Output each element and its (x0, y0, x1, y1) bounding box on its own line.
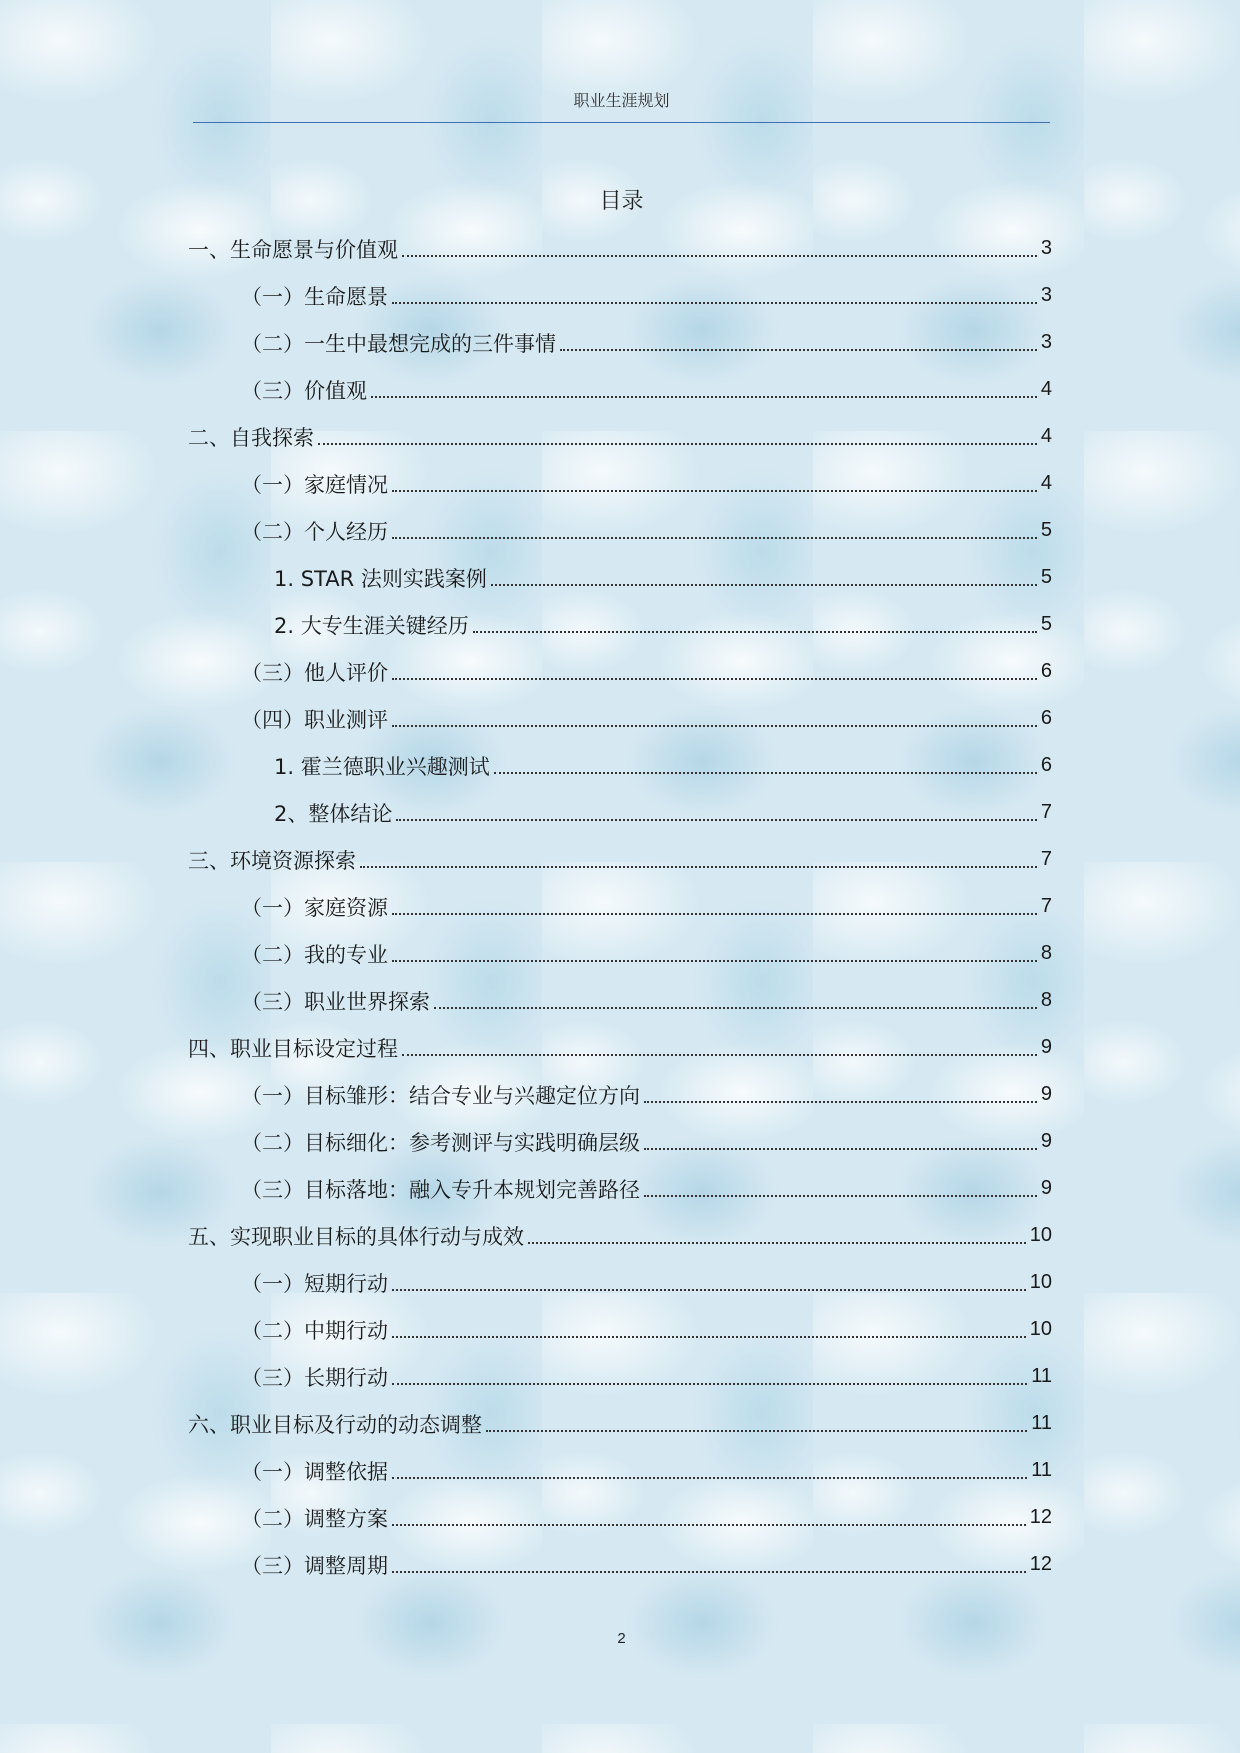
dot-leader (392, 1336, 1026, 1338)
dot-leader (392, 1524, 1026, 1526)
toc-entry-page: 11 (1031, 1365, 1052, 1387)
dot-leader (392, 302, 1037, 304)
toc-entry-label: （三）长期行动 (241, 1365, 388, 1390)
toc-entry-page: 7 (1040, 895, 1052, 917)
toc-entry-page: 4 (1040, 472, 1052, 494)
toc-entry-label: 四、职业目标设定过程 (188, 1036, 398, 1061)
toc-entry-page: 3 (1040, 284, 1052, 306)
dot-leader (644, 1148, 1037, 1150)
toc-entry-page: 9 (1040, 1083, 1052, 1105)
toc-entry[interactable] (188, 507, 1052, 554)
toc-entry-label: 2、整体结论 (274, 801, 393, 826)
dot-leader (402, 1054, 1037, 1056)
dot-leader (371, 396, 1037, 398)
toc-entry[interactable] (188, 413, 1052, 460)
dot-leader (560, 349, 1037, 351)
dot-leader (392, 960, 1037, 962)
toc-entry-label: （一）短期行动 (241, 1271, 388, 1296)
toc-entry-page: 10 (1029, 1318, 1052, 1340)
toc-entry-label: 1. 霍兰德职业兴趣测试 (274, 754, 490, 779)
dot-leader (434, 1007, 1037, 1009)
toc-entry[interactable] (188, 601, 1052, 648)
dot-leader (392, 1571, 1026, 1573)
toc-entry-page: 12 (1029, 1506, 1052, 1528)
toc-entry[interactable] (188, 930, 1052, 977)
toc-entry-page: 4 (1040, 378, 1052, 400)
toc-entry[interactable] (188, 977, 1052, 1024)
toc-entry-page: 3 (1040, 331, 1052, 353)
toc-entry[interactable] (188, 319, 1052, 366)
toc-entry[interactable] (188, 366, 1052, 413)
toc-entry-label: 二、自我探索 (188, 425, 314, 450)
toc-entry[interactable] (188, 1024, 1052, 1071)
toc-entry-page: 10 (1029, 1224, 1052, 1246)
toc-entry-label: （二）目标细化：参考测评与实践明确层级 (241, 1130, 640, 1155)
dot-leader (396, 819, 1037, 821)
dot-leader (392, 537, 1037, 539)
toc-entry[interactable] (188, 836, 1052, 883)
toc-entry[interactable] (188, 225, 1052, 272)
table-of-contents (188, 225, 1052, 1588)
toc-entry[interactable] (188, 1212, 1052, 1259)
toc-entry-label: （二）中期行动 (241, 1318, 388, 1343)
toc-entry-label: （一）家庭资源 (241, 895, 388, 920)
toc-entry[interactable] (188, 1071, 1052, 1118)
dot-leader (473, 631, 1037, 633)
toc-entry-label: （三）目标落地：融入专升本规划完善路径 (241, 1177, 640, 1202)
toc-entry-label: （三）调整周期 (241, 1553, 388, 1578)
dot-leader (486, 1430, 1027, 1432)
toc-entry[interactable] (188, 1447, 1052, 1494)
toc-entry-label: （二）我的专业 (241, 942, 388, 967)
dot-leader (392, 490, 1037, 492)
toc-entry-label: （一）调整依据 (241, 1459, 388, 1484)
dot-leader (392, 913, 1037, 915)
toc-entry-page: 9 (1040, 1130, 1052, 1152)
toc-entry-page: 6 (1040, 754, 1052, 776)
toc-entry[interactable] (188, 695, 1052, 742)
toc-entry[interactable] (188, 648, 1052, 695)
toc-entry-page: 5 (1040, 519, 1052, 541)
toc-entry-page: 3 (1040, 237, 1052, 259)
toc-entry-label: （一）目标雏形：结合专业与兴趣定位方向 (241, 1083, 640, 1108)
toc-entry-label: （一）家庭情况 (241, 472, 388, 497)
toc-entry-label: 六、职业目标及行动的动态调整 (188, 1412, 482, 1437)
dot-leader (392, 725, 1037, 727)
toc-entry-label: 三、环境资源探索 (188, 848, 356, 873)
header-divider (193, 122, 1050, 123)
dot-leader (528, 1242, 1026, 1244)
toc-entry[interactable] (188, 1494, 1052, 1541)
toc-entry[interactable] (188, 1118, 1052, 1165)
toc-entry[interactable] (188, 1306, 1052, 1353)
dot-leader (392, 678, 1037, 680)
toc-entry[interactable] (188, 789, 1052, 836)
toc-entry-page: 9 (1040, 1177, 1052, 1199)
toc-entry-label: （三）价值观 (241, 378, 367, 403)
dot-leader (494, 772, 1037, 774)
toc-entry-page: 7 (1040, 848, 1052, 870)
toc-entry-label: （二）个人经历 (241, 519, 388, 544)
toc-entry-label: （一）生命愿景 (241, 284, 388, 309)
dot-leader (360, 866, 1037, 868)
toc-entry-page: 8 (1040, 989, 1052, 1011)
toc-entry-page: 5 (1040, 566, 1052, 588)
toc-entry-page: 5 (1040, 613, 1052, 635)
toc-entry[interactable] (188, 1400, 1052, 1447)
dot-leader (491, 584, 1037, 586)
toc-entry-page: 6 (1040, 660, 1052, 682)
toc-entry-label: 1. STAR 法则实践案例 (274, 566, 487, 591)
toc-entry-label: （三）职业世界探索 (241, 989, 430, 1014)
toc-entry-page: 6 (1040, 707, 1052, 729)
toc-entry[interactable] (188, 554, 1052, 601)
toc-entry[interactable] (188, 1259, 1052, 1306)
toc-entry[interactable] (188, 1165, 1052, 1212)
dot-leader (644, 1101, 1037, 1103)
toc-entry-label: 一、生命愿景与价值观 (188, 237, 398, 262)
toc-title: 目录 (599, 189, 644, 214)
toc-entry[interactable] (188, 742, 1052, 789)
toc-entry-page: 9 (1040, 1036, 1052, 1058)
toc-entry[interactable] (188, 883, 1052, 930)
dot-leader (392, 1383, 1027, 1385)
toc-entry-label: （二）一生中最想完成的三件事情 (241, 331, 556, 356)
dot-leader (644, 1195, 1037, 1197)
page-header: 职业生涯规划 (573, 91, 670, 110)
toc-entry[interactable] (188, 1353, 1052, 1400)
toc-entry-page: 7 (1040, 801, 1052, 823)
dot-leader (402, 255, 1037, 257)
toc-entry-label: 五、实现职业目标的具体行动与成效 (188, 1224, 524, 1249)
toc-entry-label: 2. 大专生涯关键经历 (274, 613, 469, 638)
dot-leader (392, 1477, 1027, 1479)
toc-entry[interactable] (188, 460, 1052, 507)
dot-leader (318, 443, 1037, 445)
toc-entry-page: 11 (1031, 1412, 1052, 1434)
toc-entry-label: （三）他人评价 (241, 660, 388, 685)
toc-entry-page: 10 (1029, 1271, 1052, 1293)
toc-entry-page: 11 (1031, 1459, 1052, 1481)
toc-entry-page: 8 (1040, 942, 1052, 964)
toc-entry-page: 12 (1029, 1553, 1052, 1575)
toc-entry-page: 4 (1040, 425, 1052, 447)
toc-entry[interactable] (188, 1541, 1052, 1588)
toc-entry-label: （四）职业测评 (241, 707, 388, 732)
dot-leader (392, 1289, 1026, 1291)
toc-entry-label: （二）调整方案 (241, 1506, 388, 1531)
toc-entry[interactable] (188, 272, 1052, 319)
page-number: 2 (617, 1630, 626, 1647)
